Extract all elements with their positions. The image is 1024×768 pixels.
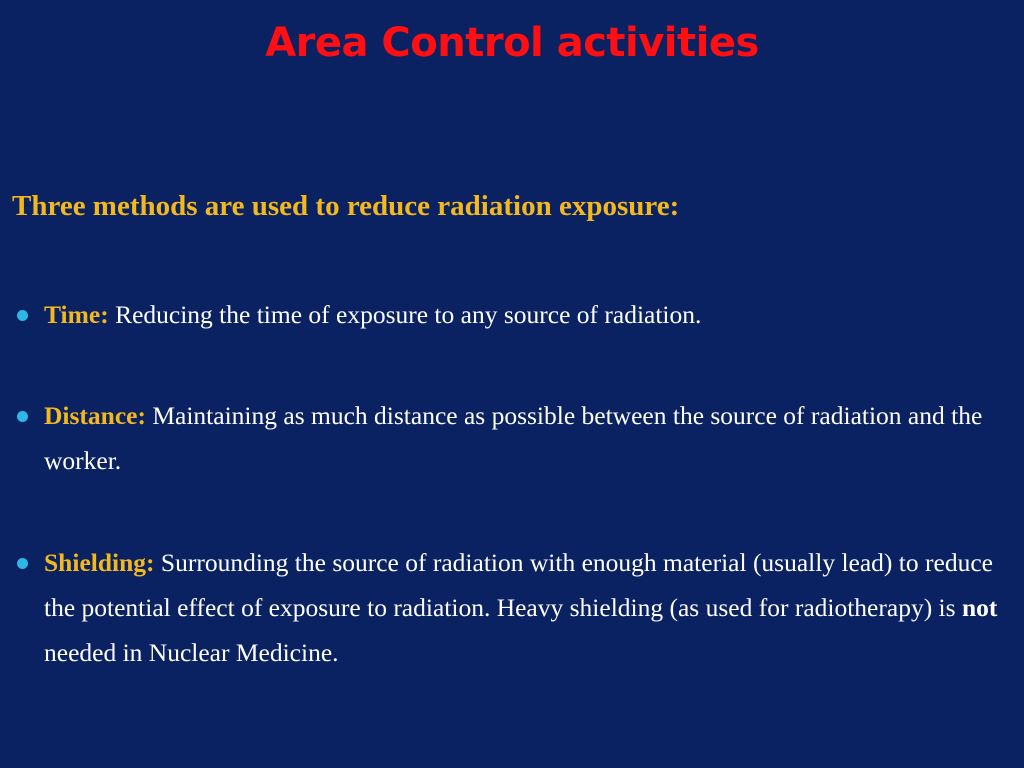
- bullet-term: Shielding:: [44, 548, 155, 577]
- bullet-description: Surrounding the source of radiation with enough material (usually lead) to reduce the potential effect of exposure to radiation. Heavy shielding (as used for radiotherapy) is: [44, 548, 993, 622]
- bullet-text: [44, 393, 1016, 483]
- bullet-dot-icon: [17, 411, 28, 422]
- bullet-emphasis: not: [961, 593, 998, 622]
- bullet-description: Maintaining as much distance as possible between the source of radiation and the worker.: [44, 401, 983, 475]
- bullet-dot-icon: [17, 310, 28, 321]
- bullet-dot-icon: [17, 558, 28, 569]
- bullet-term: Distance:: [44, 401, 146, 430]
- bullet-text: [44, 292, 1016, 337]
- bullet-text: [44, 540, 1016, 675]
- bullet-description: Reducing the time of exposure to any source of radiation.: [108, 300, 702, 329]
- bullet-description-end: needed in Nuclear Medicine.: [44, 638, 339, 667]
- slide-subtitle: Three methods are used to reduce radiation exposure:: [12, 190, 680, 222]
- bullet-term: Time:: [44, 300, 109, 329]
- slide-title: Area Control activities: [265, 20, 759, 66]
